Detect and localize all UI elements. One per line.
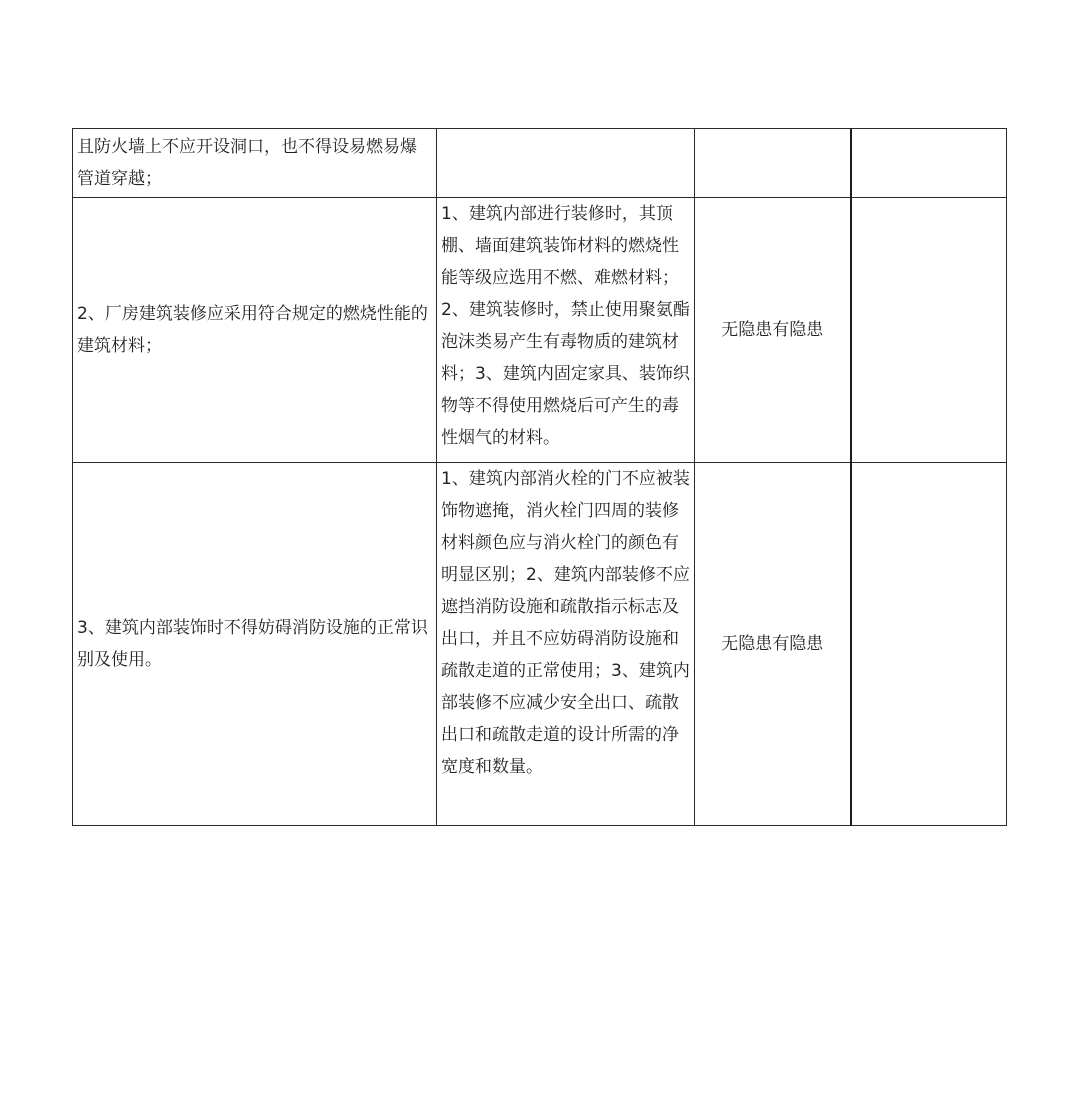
inspection-method-cell — [437, 129, 695, 198]
inspection-content-cell: 3、建筑内部装饰时不得妨碍消防设施的正常识别及使用。 — [73, 463, 437, 826]
inspection-content-cell: 2、厂房建筑装修应采用符合规定的燃烧性能的建筑材料； — [73, 198, 437, 463]
table-row — [73, 129, 1007, 198]
inspection-method-cell: 1、建筑内部进行装修时，其顶棚、墙面建筑装饰材料的燃烧性能等级应选用不燃、难燃材料；2、建筑装修时，禁止使用聚氨酯泡沫类易产生有毒物质的建筑材料；3、建筑内固定家具、装饰织物等不得使用燃烧后可产生的毒性烟气的材料。 — [437, 198, 695, 463]
inspection-table — [72, 128, 1007, 826]
inspection-result-cell: 无隐患有隐患 — [695, 463, 851, 826]
inspection-sheet — [72, 128, 1006, 826]
inspection-result-cell: 无隐患有隐患 — [695, 198, 851, 463]
table-row — [73, 198, 1007, 463]
inspection-note-cell — [851, 198, 1007, 463]
inspection-note-cell — [851, 129, 1007, 198]
inspection-content-cell: 且防火墙上不应开设洞口，也不得设易燃易爆管道穿越； — [73, 129, 437, 198]
inspection-result-cell — [695, 129, 851, 198]
inspection-note-cell — [851, 463, 1007, 826]
inspection-method-cell: 1、建筑内部消火栓的门不应被装饰物遮掩，消火栓门四周的装修材料颜色应与消火栓门的颜色有明显区别；2、建筑内部装修不应遮挡消防设施和疏散指示标志及出口，并且不应妨碍消防设施和疏散走道的正常使用；3、建筑内部装修不应减少安全出口、疏散出口和疏散走道的设计所需的净宽度和数量。 — [437, 463, 695, 826]
table-row — [73, 463, 1007, 826]
